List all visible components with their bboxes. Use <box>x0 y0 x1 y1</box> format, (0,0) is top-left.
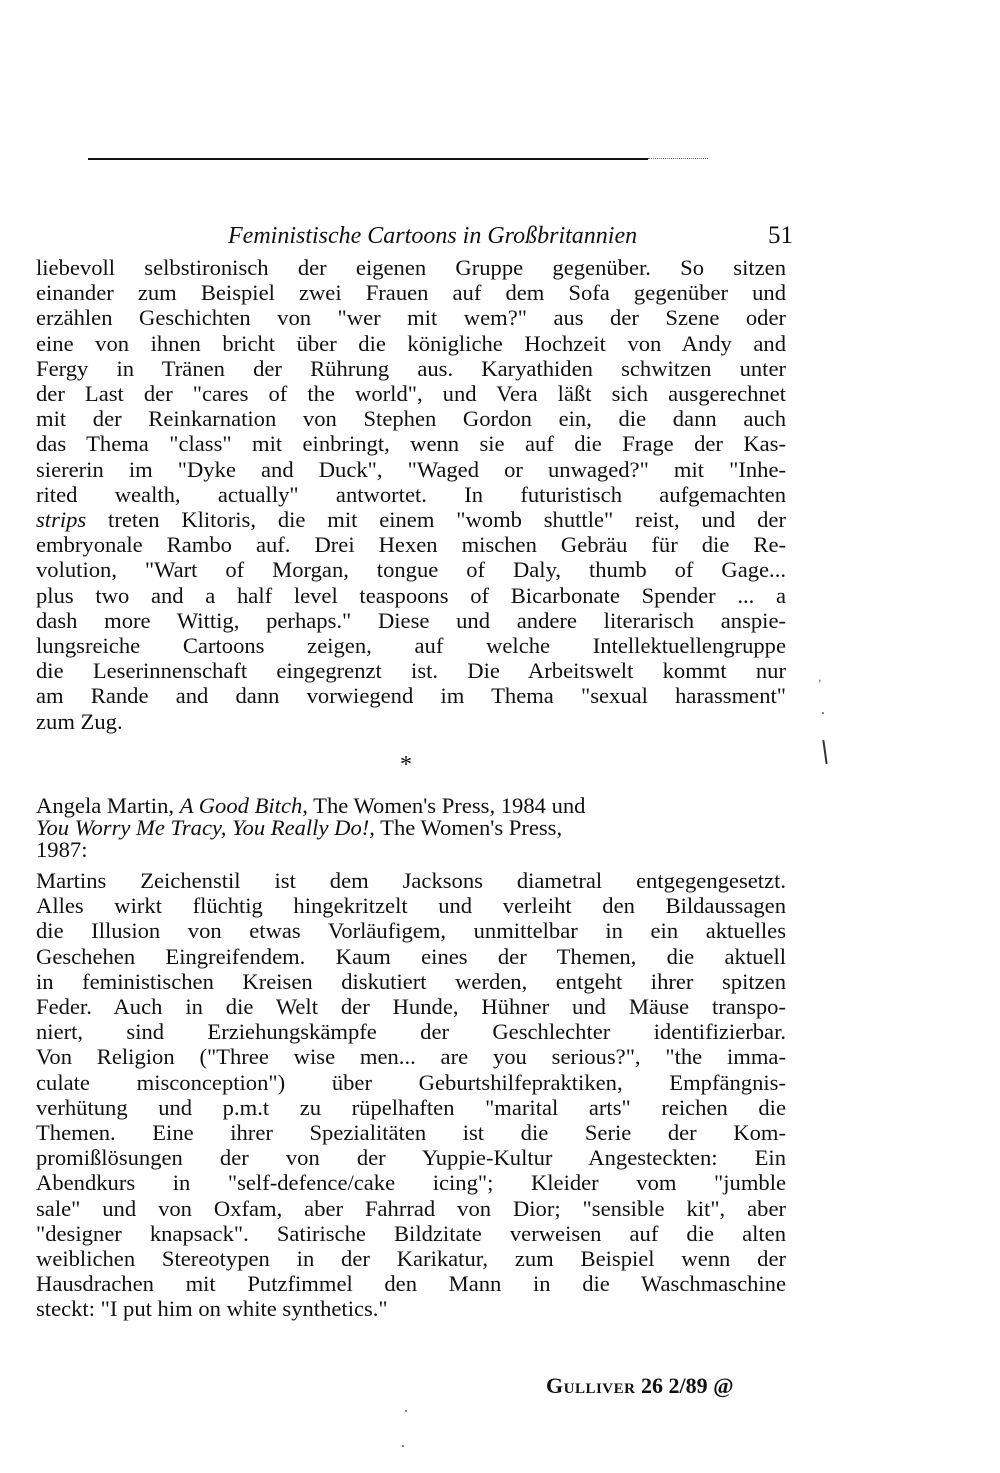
journal-name: Gulliver <box>546 1373 636 1398</box>
text-line: steckt: "I put him on white synthetics." <box>36 1296 388 1322</box>
text-line: promißlösungen der von der Yuppie-Kultur Angesteckten: Ein <box>36 1145 786 1171</box>
paragraph-1 <box>36 255 786 734</box>
scan-speck <box>822 712 824 714</box>
running-title: Feministische Cartoons in Großbritannien <box>228 223 638 249</box>
paragraph-2 <box>36 868 786 1322</box>
citation-title-2: You Worry Me Tracy, You Really Do! <box>36 815 370 840</box>
text-line: einander zum Beispiel zwei Frauen auf dem Sofa gegenüber und <box>36 280 786 306</box>
citation-line-2 <box>36 817 786 839</box>
running-head <box>228 222 793 250</box>
text-line: "designer knapsack". Satirische Bildzitate verweisen auf die alten <box>36 1220 786 1246</box>
citation-title-1: A Good Bitch <box>179 793 303 818</box>
emphasis-word: strips <box>36 507 87 533</box>
text-line: zum Zug. <box>36 708 123 734</box>
text-line: der Last der "cares of the world", und Vera läßt sich ausgerechnet <box>36 381 786 407</box>
margin-mark: , <box>818 670 822 685</box>
text-line: Feder. Auch in die Welt der Hunde, Hühner und Mäuse transpo- <box>36 994 786 1020</box>
citation-publisher-2: , The Women's Press, <box>369 815 563 840</box>
text-line: in feministischen Kreisen diskutiert werden, entgeht ihrer spitzen <box>36 968 786 994</box>
text-line: Themen. Eine ihrer Spezialitäten ist die Serie der Kom- <box>36 1120 786 1146</box>
text-line: Abendkurs in "self-defence/cake icing"; Kleider vom "jumble <box>36 1170 786 1196</box>
text-line: dash more Wittig, perhaps." Diese und andere literarisch anspie- <box>36 607 786 633</box>
text-line: niert, sind Erziehungskämpfe der Geschlechter identifizierbar. <box>36 1019 786 1045</box>
text-line: weiblichen Stereotypen in der Karikatur, zum Beispiel wenn der <box>36 1246 786 1272</box>
margin-stroke <box>822 740 827 764</box>
text-line: mit der Reinkarnation von Stephen Gordon ein, die dann auch <box>36 406 786 432</box>
text-line: erzählen Geschichten von "wer mit wem?" aus der Szene oder <box>36 305 786 331</box>
text-line: rited wealth, actually" antwortet. In futuristisch aufgemachten <box>36 481 786 507</box>
text-line: sale" und von Oxfam, aber Fahrrad von Dior; "sensible kit", aber <box>36 1195 786 1221</box>
scan-speck <box>405 1410 407 1412</box>
text-line: eine von ihnen bricht über die königliche Hochzeit von Andy and <box>36 330 786 356</box>
citation <box>36 795 786 861</box>
text-line: Alles wirkt flüchtig hingekritzelt und verleiht den Bildaussagen <box>36 893 786 919</box>
text-line: lungsreiche Cartoons zeigen, auf welche Intellektuellengruppe <box>36 633 786 659</box>
text-line: siererin im "Dyke and Duck", "Waged or unwaged?" mit "Inhe- <box>36 456 786 482</box>
text-line: Martins Zeichenstil ist dem Jacksons diametral entgegengesetzt. <box>36 868 786 893</box>
text-line: Von Religion ("Three wise men... are you serious?", "the imma- <box>36 1044 786 1070</box>
text-line: verhütung und p.m.t zu rüpelhaften "marital arts" reichen die <box>36 1094 786 1120</box>
header-rule <box>88 158 648 160</box>
text-line: strips treten Klitoris, die mit einem "womb shuttle" reist, und der <box>36 507 786 533</box>
text-line: die Illusion von etwas Vorläufigem, unmittelbar in ein aktuelles <box>36 918 786 944</box>
text-line: das Thema "class" mit einbringt, wenn sie auf die Frage der Kas- <box>36 431 786 457</box>
text-line: volution, "Wart of Morgan, tongue of Daly, thumb of Gage... <box>36 557 786 583</box>
text-line: am Rande and dann vorwiegend im Thema "sexual harassment" <box>36 683 786 709</box>
text-line: Fergy in Tränen der Rührung aus. Karyathiden schwitzen unter <box>36 355 786 381</box>
scan-speck <box>402 1445 404 1447</box>
journal-issue: 26 2/89 <box>640 1373 708 1398</box>
section-separator: * <box>400 752 412 778</box>
text-line: culate misconception") über Geburtshilfepraktiken, Empfängnis- <box>36 1069 786 1095</box>
text-line: die Leserinnenschaft eingegrenzt ist. Die Arbeitswelt kommt nur <box>36 658 786 684</box>
page-number: 51 <box>768 222 793 249</box>
citation-year: 1987: <box>36 837 88 862</box>
citation-publisher-1: , The Women's Press, 1984 und <box>302 793 586 818</box>
text-line: plus two and a half level teaspoons of Bicarbonate Spender ... a <box>36 582 786 608</box>
text-line: embryonale Rambo auf. Drei Hexen mischen Gebräu für die Re- <box>36 532 786 558</box>
citation-line-1 <box>36 795 786 817</box>
header-rule-tail <box>648 158 708 159</box>
page-footer <box>546 1373 734 1399</box>
footer-mark: @ <box>713 1373 734 1398</box>
text-line: Geschehen Eingreifendem. Kaum eines der Themen, die aktuell <box>36 943 786 969</box>
text-line: Hausdrachen mit Putzfimmel den Mann in die Waschmaschine <box>36 1271 786 1297</box>
text-line: liebevoll selbstironisch der eigenen Gruppe gegenüber. So sitzen <box>36 255 786 280</box>
citation-author: Angela Martin, <box>36 793 180 818</box>
